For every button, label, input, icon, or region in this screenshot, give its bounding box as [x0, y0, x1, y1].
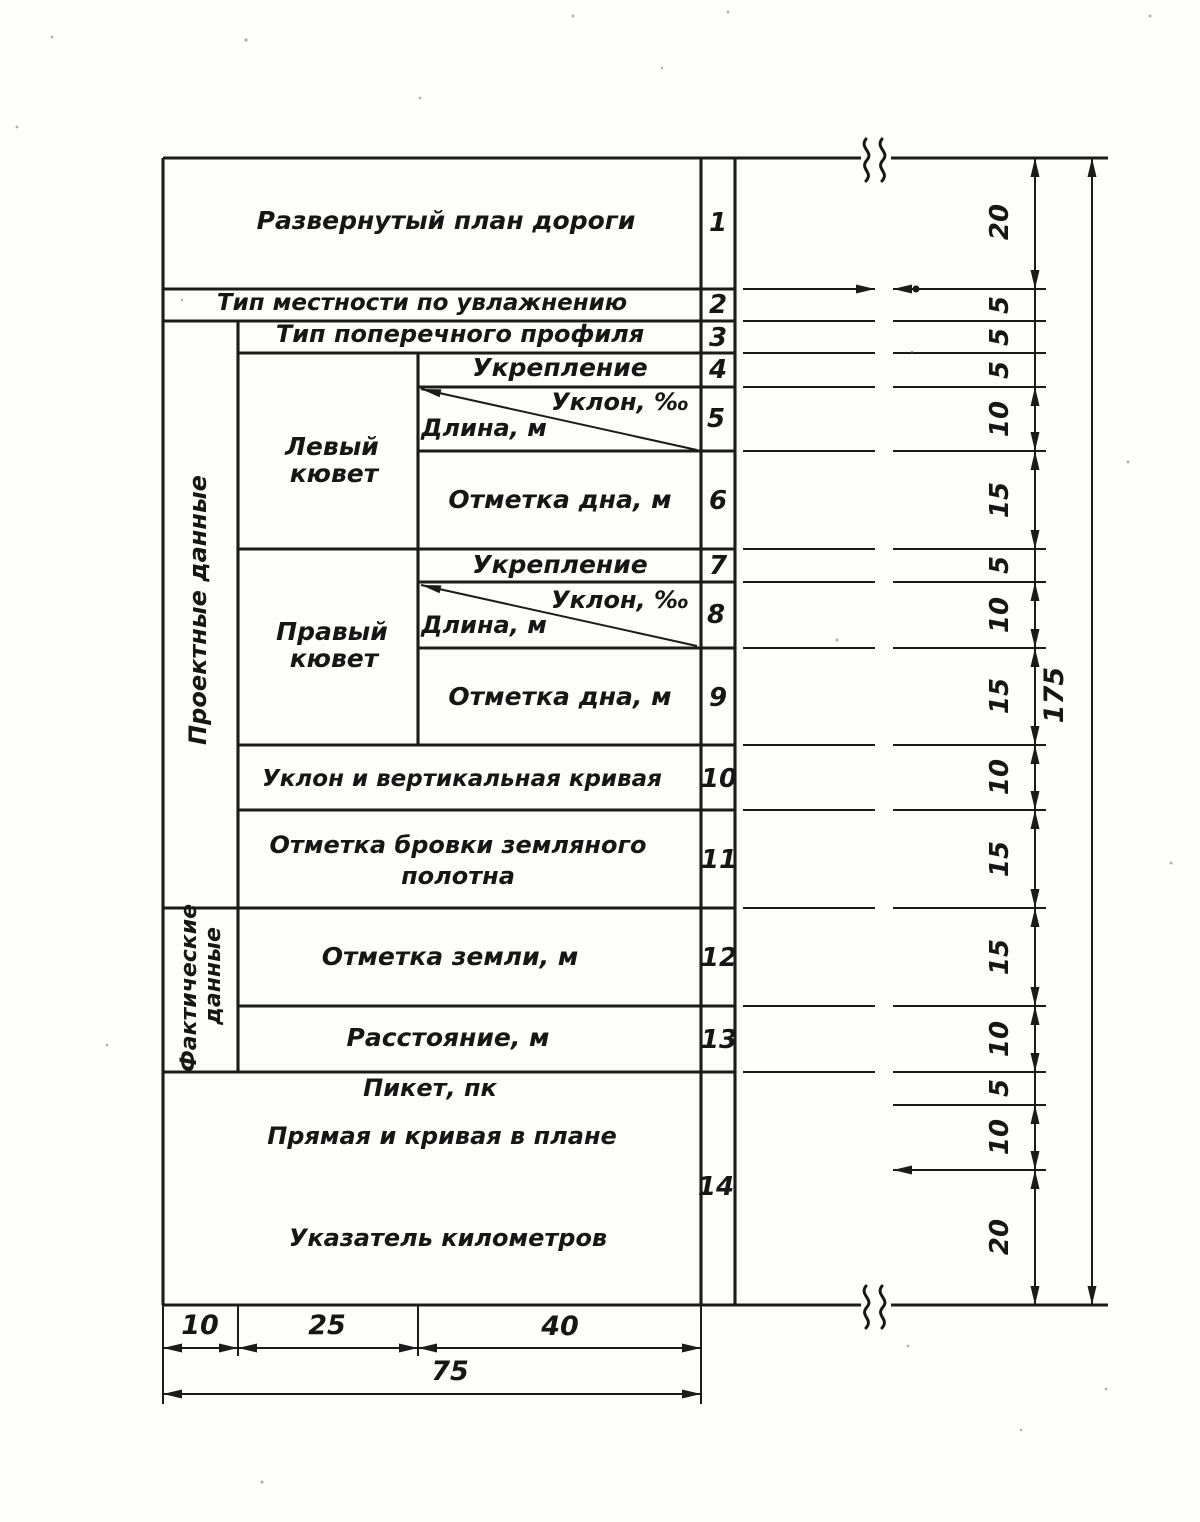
dim-height-row10: 10	[985, 758, 1015, 796]
row-label-3: Тип поперечного профиля	[275, 320, 645, 348]
dim-height-row8: 10	[985, 596, 1015, 634]
dim-height-row4: 5	[985, 360, 1015, 380]
dimension-bottom	[163, 1305, 701, 1404]
row-label-13: Расстояние, м	[346, 1023, 550, 1052]
diagonal-row8-arrow	[421, 585, 441, 593]
row-label-10: Уклон и вертикальная кривая	[262, 766, 662, 792]
row-number-6: 6	[708, 486, 728, 516]
dim-height-row14c: 20	[985, 1218, 1015, 1256]
row-label-2: Тип местности по увлажнению	[216, 290, 628, 316]
dim-height-row9: 15	[985, 677, 1015, 715]
break-arrow-dot	[913, 286, 920, 293]
row-label-7: Укрепление	[472, 550, 648, 579]
row-number-9: 9	[708, 683, 728, 713]
row-label-11-line1: Отметка бровки земляного	[269, 831, 647, 859]
dim-total-width: 75	[431, 1356, 469, 1387]
dim-height-row14a: 5	[985, 1078, 1015, 1098]
row-label-4: Укрепление	[472, 353, 648, 382]
break-arrow-row14	[893, 1166, 912, 1175]
dim-total-height: 175	[1039, 666, 1070, 724]
row-label-14-kilometer: Указатель километров	[288, 1224, 608, 1252]
group-label-actual-data-line1: Фактические	[177, 903, 202, 1073]
dim-height-row2: 5	[985, 295, 1015, 315]
dim-width-ditch-col: 25	[308, 1310, 346, 1341]
dim-height-row3: 5	[985, 327, 1015, 347]
row-number-14: 14	[697, 1172, 735, 1202]
row-number-12: 12	[700, 943, 738, 973]
row-number-10: 10	[700, 764, 738, 794]
ditch-right-line2: кювет	[289, 644, 379, 673]
row-number-8: 8	[706, 600, 726, 630]
dim-height-row6: 15	[985, 481, 1015, 519]
row-label-14-alignment: Прямая и кривая в плане	[267, 1122, 617, 1150]
dim-width-group-col: 10	[181, 1310, 219, 1341]
dim-width-label-col: 40	[541, 1311, 579, 1342]
break-arrow-left	[856, 285, 875, 294]
row-label-1: Развернутый план дороги	[256, 206, 636, 235]
row-number-1: 1	[708, 208, 728, 238]
dimension-chain-right	[985, 158, 1040, 1305]
group-label-actual-data-line2: данные	[201, 927, 226, 1025]
ditch-left-line2: кювет	[289, 459, 379, 488]
group-labels	[177, 475, 226, 1072]
row-numbers	[698, 208, 737, 1202]
row-label-6: Отметка дна, м	[448, 485, 672, 514]
row-label-8-length: Длина, м	[421, 611, 547, 639]
break-arrow-right	[893, 285, 912, 294]
row-number-7: 7	[708, 551, 728, 581]
break-mark-top	[880, 139, 885, 181]
row-number-13: 13	[700, 1025, 738, 1055]
diagonal-row5-arrow	[421, 389, 441, 397]
row-label-12: Отметка земли, м	[321, 942, 579, 971]
row-label-5-length: Длина, м	[421, 414, 547, 442]
row-label-9: Отметка дна, м	[448, 682, 672, 711]
dim-height-row13: 10	[985, 1020, 1015, 1058]
row-number-4: 4	[708, 355, 728, 385]
row-labels	[217, 206, 689, 1252]
dim-height-row5: 10	[985, 400, 1015, 438]
break-mark-top	[864, 139, 869, 181]
row-number-2: 2	[708, 290, 728, 320]
dim-height-row1: 20	[985, 203, 1015, 241]
dimension-total-right	[1039, 158, 1097, 1305]
dim-height-row7: 5	[985, 555, 1015, 575]
row-number-3: 3	[708, 323, 728, 353]
row-label-5-slope: Уклон, ‰	[551, 388, 689, 416]
row-label-14-picket: Пикет, пк	[363, 1074, 497, 1102]
ditch-labels	[276, 432, 388, 673]
dim-height-row14b: 10	[985, 1118, 1015, 1156]
group-label-design-data: Проектные данные	[184, 475, 212, 745]
ditch-right-line1: Правый	[276, 617, 388, 646]
ditch-left-line1: Левый	[285, 432, 379, 461]
break-mark-bottom	[880, 1286, 885, 1328]
dim-height-row11: 15	[985, 840, 1015, 878]
row-number-11: 11	[700, 845, 738, 875]
dim-height-row12: 15	[985, 938, 1015, 976]
row-label-8-slope: Уклон, ‰	[551, 586, 689, 614]
row-number-5: 5	[706, 404, 726, 434]
break-mark-bottom	[864, 1286, 869, 1328]
row-label-11-line2: полотна	[401, 862, 515, 890]
break-marks	[864, 139, 885, 1328]
